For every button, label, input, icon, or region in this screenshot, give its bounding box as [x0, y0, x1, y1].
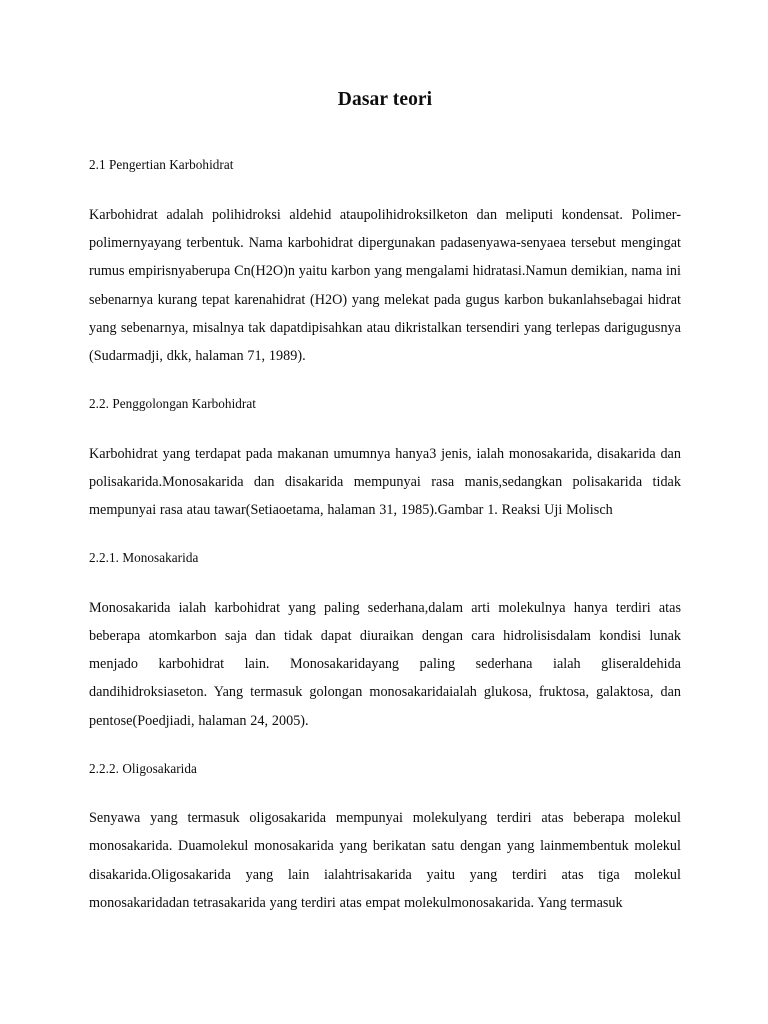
heading-2-2-2: 2.2.2. Oligosakarida [89, 760, 197, 776]
heading-2-1: 2.1 Pengertian Karbohidrat [89, 157, 234, 173]
paragraph-monosakarida: Monosakarida ialah karbohidrat yang paling sederhana,dalam arti molekulnya hanya terdiri atas beberapa atomkarbon saja dan tidak dapat diuraikan dengan cara hidrolisisdalam kondisi lunak menjado karbohidrat lain. Monosakaridayang paling sederhana ialah gliseraldehida dandihidroksiaseton. Yang termasuk golongan monosakaridaialah glukosa, fruktosa, galaktosa, dan pentose(Poedjiadi, halaman 24, 2005). [89, 599, 681, 729]
heading-2-2: 2.2. Penggolongan Karbohidrat [89, 396, 256, 412]
paragraph-pengertian-karbohidrat: Karbohidrat adalah polihidroksi aldehid ataupolihidroksilketon dan meliputi kondensat. Polimer-polimernyayang terbentuk. Nama karbohidrat dipergunakan padasenyawa-senyaea tersebut mengingat rumus empirisnyaberupa Cn(H2O)n yaitu karbon yang mengalami hidratasi.Namun demikian, nama ini sebenarnya kurang tepat karenahidrat (H2O) yang melekat pada gugus karbon bukanlahsebagai hidrat yang sebenarnya, misalnya tak dapatdipisahkan atau dikristalkan tersendiri yang terlepas darigugusnya (Sudarmadji, dkk, halaman 71, 1989). [89, 206, 681, 364]
heading-2-2-1: 2.2.1. Monosakarida [89, 550, 199, 566]
document-body [89, 0, 681, 917]
paragraph-penggolongan-karbohidrat: Karbohidrat yang terdapat pada makanan umumnya hanya3 jenis, ialah monosakarida, disakarida dan polisakarida.Monosakarida dan disakarida mempunyai rasa manis,sedangkan polisakarida tidak mempunyai rasa atau tawar(Setiaoetama, halaman 31, 1985).Gambar 1. Reaksi Uji Molisch [89, 445, 681, 519]
page-title: Dasar teori [337, 89, 433, 110]
paragraph-oligosakarida: Senyawa yang termasuk oligosakarida mempunyai molekulyang terdiri atas beberapa molekul monosakarida. Duamolekul monosakarida yang berikatan satu dengan yang lainmembentuk molekul disakarida.Oligosakarida yang lain ialahtrisakarida yaitu yang terdiri atas tiga molekul monosakaridadan tetrasakarida yang terdiri atas empat molekulmonosakarida. Yang termasuk [89, 810, 681, 911]
